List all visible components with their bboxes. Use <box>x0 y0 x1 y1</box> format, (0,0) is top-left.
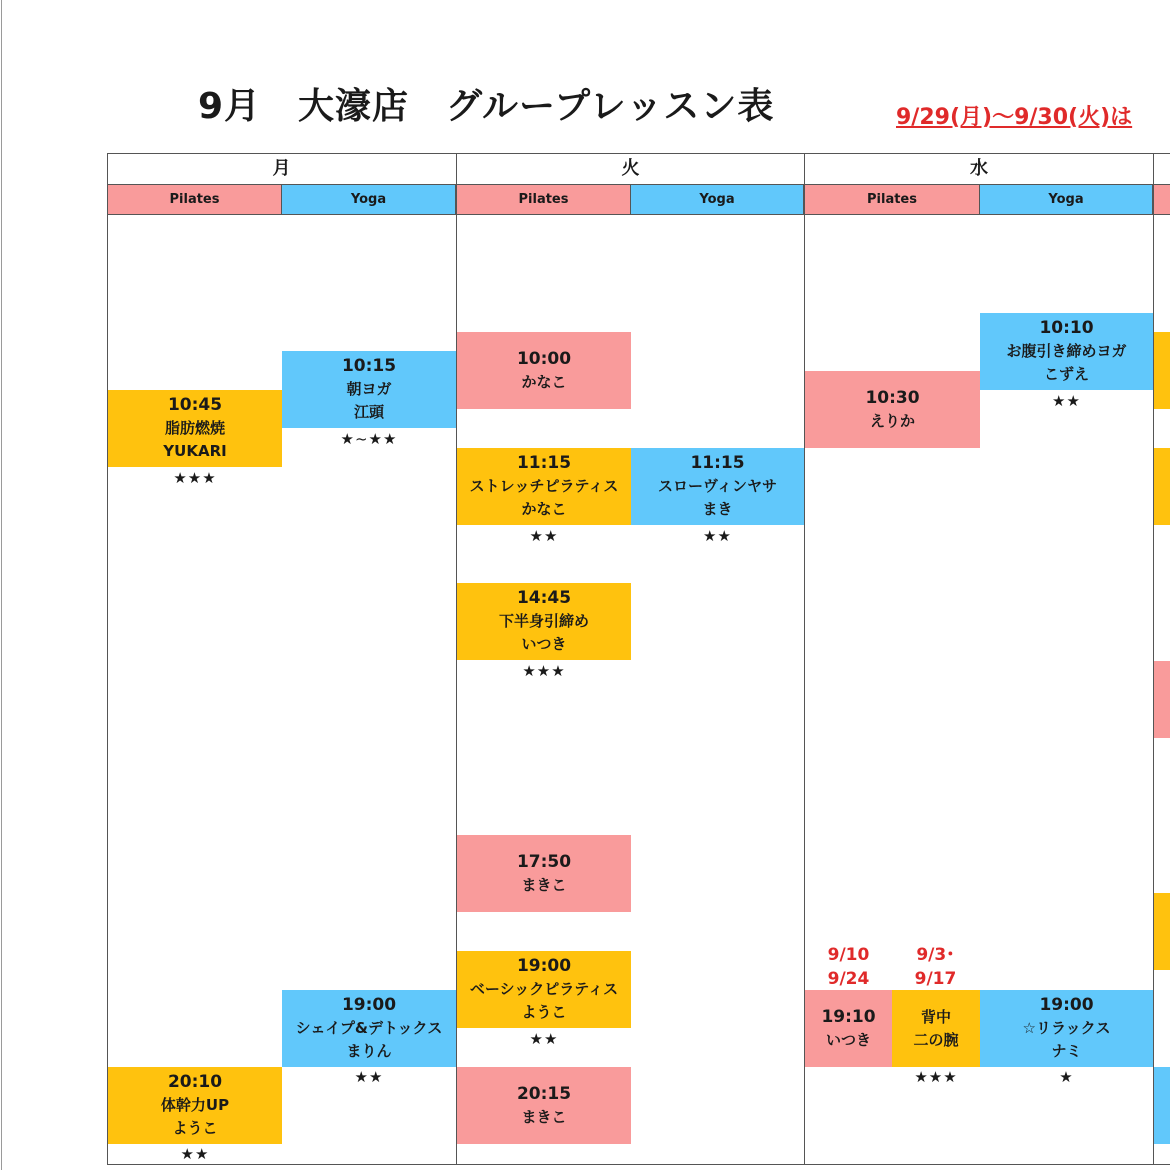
lesson-card-cut <box>1154 332 1170 409</box>
lesson-time: 11:15 <box>690 453 745 473</box>
lesson-card[interactable] <box>457 332 631 409</box>
lesson-time: 10:30 <box>865 387 920 408</box>
lesson-name: 脂肪燃焼 <box>164 419 225 437</box>
lesson-card[interactable] <box>457 951 631 1028</box>
lesson-card[interactable] <box>457 583 631 660</box>
lesson-name: 下半身引締め <box>498 612 589 630</box>
lesson-time: 19:00 <box>341 995 397 1015</box>
category-pilates: Pilates <box>805 185 980 215</box>
lesson-time: 14:45 <box>516 588 572 608</box>
page-left-edge <box>1 0 2 1170</box>
lesson-instructor: ナミ <box>1051 1042 1082 1060</box>
lesson-name: 背中 <box>920 1007 951 1026</box>
lesson-instructor: YUKARI <box>163 442 227 460</box>
day-header-mon: 月 <box>272 158 291 179</box>
difficulty-stars: ★★★ <box>522 662 566 680</box>
lesson-card[interactable] <box>457 448 631 525</box>
difficulty-stars: ★★ <box>354 1068 384 1086</box>
difficulty-stars: ★★ <box>703 527 732 545</box>
lesson-instructor: まりん <box>346 1042 392 1060</box>
difficulty-stars: ★★★ <box>914 1068 958 1086</box>
lesson-card[interactable] <box>108 390 282 467</box>
difficulty-stars: ★★★ <box>173 469 217 487</box>
lesson-name: 二の腕 <box>913 1030 959 1049</box>
category-pilates-cut <box>1154 185 1170 215</box>
date-note <box>892 943 979 991</box>
lesson-card[interactable] <box>805 990 892 1067</box>
difficulty-stars: ★~★★ <box>340 430 398 448</box>
lesson-card[interactable] <box>892 990 980 1067</box>
lesson-time: 10:00 <box>516 348 572 369</box>
lesson-card-cut <box>1154 661 1170 738</box>
date-note-line: 9/24 <box>827 969 870 989</box>
lesson-card[interactable] <box>457 835 631 912</box>
lesson-card[interactable] <box>282 351 456 428</box>
lesson-instructor: いつき <box>825 1030 871 1049</box>
lesson-instructor: ようこ <box>172 1119 218 1137</box>
difficulty-stars: ★★ <box>529 1030 559 1048</box>
lesson-name: ベーシックピラティス <box>469 980 619 998</box>
page-title: 9月 大濠店 グループレッスン表 <box>198 86 775 127</box>
lesson-instructor: まきこ <box>521 875 567 894</box>
lesson-time: 19:00 <box>516 956 572 976</box>
lesson-instructor: 江頭 <box>353 403 384 421</box>
category-yoga: Yoga <box>282 185 456 215</box>
lesson-card[interactable] <box>980 313 1153 390</box>
lesson-time: 19:10 <box>821 1006 876 1027</box>
category-pilates: Pilates <box>108 185 282 215</box>
lesson-time: 11:15 <box>516 453 572 473</box>
lesson-card-cut <box>1154 893 1170 970</box>
lesson-instructor: いつき <box>521 635 567 653</box>
lesson-card[interactable] <box>980 990 1153 1067</box>
difficulty-stars: ★★ <box>1052 392 1081 410</box>
lesson-time: 19:00 <box>1039 995 1094 1015</box>
category-yoga: Yoga <box>980 185 1153 215</box>
lesson-name: お腹引き締めヨガ <box>1006 342 1127 360</box>
lesson-time: 10:45 <box>167 395 223 415</box>
date-note-line: 9/17 <box>914 969 957 989</box>
difficulty-stars: ★ <box>1059 1068 1074 1086</box>
lesson-card[interactable] <box>108 1067 282 1144</box>
lesson-time: 10:15 <box>341 356 397 376</box>
closure-notice: 9/29(月)〜9/30(火)は <box>896 105 1133 130</box>
day-header-wed: 水 <box>970 158 988 179</box>
lesson-instructor: まき <box>702 500 733 518</box>
lesson-time: 10:10 <box>1039 318 1094 338</box>
lesson-card-cut <box>1154 448 1170 525</box>
lesson-name: シェイプ&デトックス <box>295 1019 443 1037</box>
lesson-name: 朝ヨガ <box>346 380 392 398</box>
lesson-name: ストレッチピラティス <box>469 477 619 495</box>
lesson-instructor: ようこ <box>521 1003 567 1021</box>
date-note-line: 9/10 <box>827 945 870 965</box>
category-pilates: Pilates <box>457 185 631 215</box>
lesson-time: 20:10 <box>167 1072 223 1092</box>
lesson-card[interactable] <box>282 990 456 1067</box>
difficulty-stars: ★★ <box>529 527 559 545</box>
lesson-card[interactable] <box>805 371 980 448</box>
lesson-card-cut <box>1154 1067 1170 1144</box>
lesson-name: スローヴィンヤサ <box>657 477 778 495</box>
lesson-card[interactable] <box>631 448 804 525</box>
date-note-line: 9/3･ <box>916 945 955 965</box>
lesson-card[interactable] <box>457 1067 631 1144</box>
difficulty-stars: ★★ <box>180 1145 210 1163</box>
lesson-instructor: まきこ <box>521 1107 567 1126</box>
lesson-time: 17:50 <box>516 851 572 872</box>
date-note <box>805 943 892 991</box>
lesson-instructor: かなこ <box>521 372 567 391</box>
lesson-instructor: えりか <box>869 411 915 430</box>
lesson-name: ☆リラックス <box>1022 1019 1111 1037</box>
category-yoga: Yoga <box>631 185 804 215</box>
day-header-tue: 火 <box>621 158 640 179</box>
lesson-name: 体幹力UP <box>160 1096 230 1114</box>
lesson-time: 20:15 <box>516 1083 572 1104</box>
day-divider <box>1153 153 1154 1165</box>
lesson-instructor: こずえ <box>1043 365 1089 383</box>
lesson-instructor: かなこ <box>521 500 567 518</box>
